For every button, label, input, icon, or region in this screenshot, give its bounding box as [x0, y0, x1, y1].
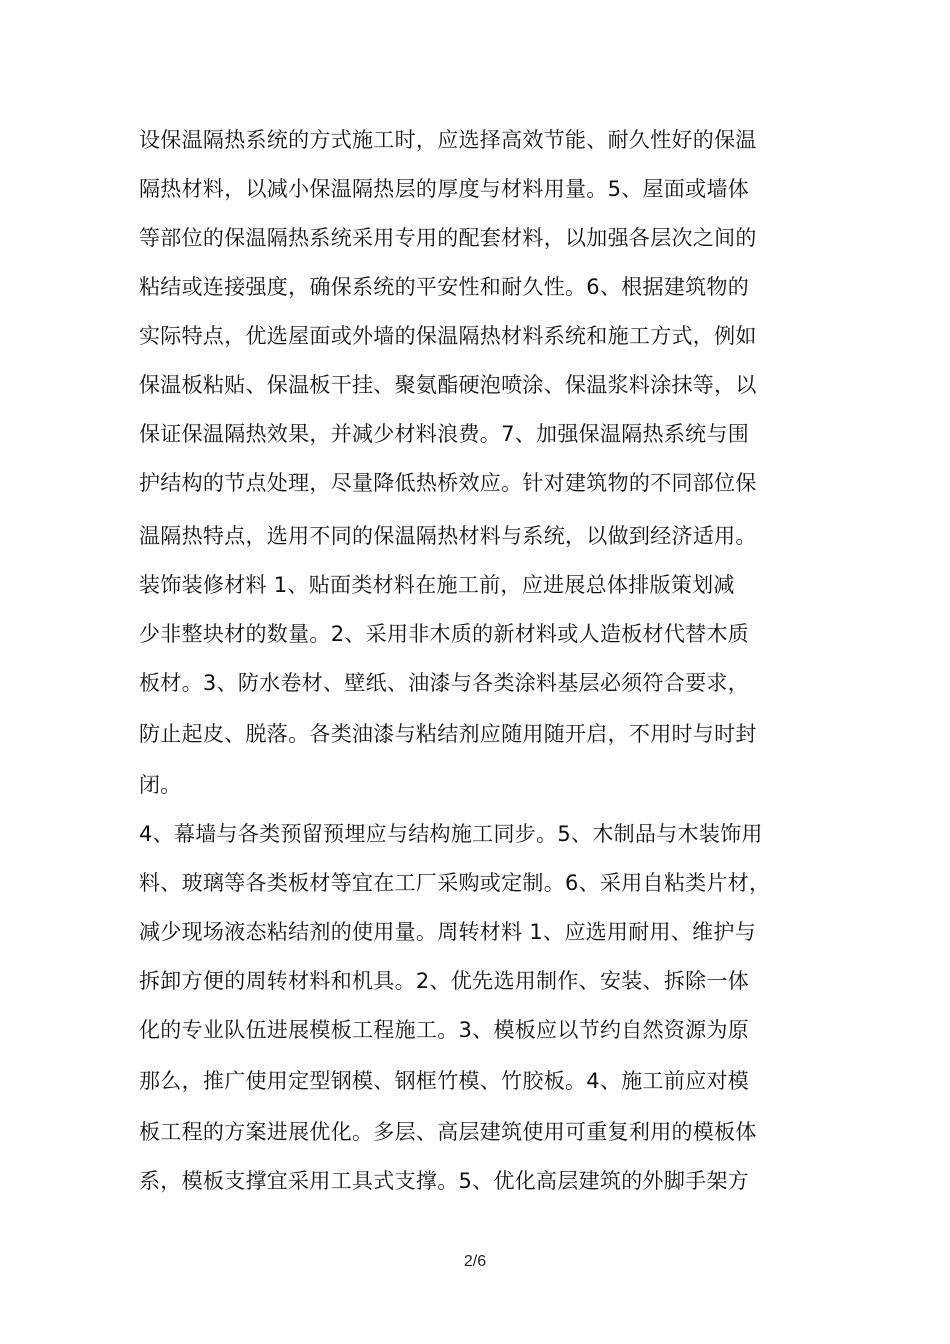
body-text-line: 4、幕墙与各类预留预埋应与结构施工同步。5、木制品与木装饰用	[139, 822, 763, 846]
body-text-line: 板材。3、防水卷材、壁纸、油漆与各类涂料基层必须符合要求，	[139, 671, 750, 695]
body-text-line: 那么，推广使用定型钢模、钢框竹模、竹胶板。4、施工前应对模	[139, 1069, 750, 1093]
body-text-line: 设保温隔热系统的方式施工时，应选择高效节能、耐久性好的保温	[139, 128, 757, 152]
body-text-line: 装饰装修材料 1、贴面类材料在施工前，应进展总体排版策划减	[139, 573, 735, 597]
body-text-line: 拆卸方便的周转材料和机具。2、优先选用制作、安装、拆除一体	[139, 969, 750, 993]
body-text-line: 防止起皮、脱落。各类油漆与粘结剂应随用随开启，不用时与时封	[139, 722, 757, 746]
body-text-line: 温隔热特点，选用不同的保温隔热材料与系统，以做到经济适用。	[139, 524, 757, 548]
body-text-line: 隔热材料，以减小保温隔热层的厚度与材料用量。5、屋面或墙体	[139, 177, 750, 201]
body-text-line: 闭。	[139, 773, 182, 797]
body-text-line: 料、玻璃等各类板材等宜在工厂采购或定制。6、采用自粘类片材，	[139, 871, 771, 895]
body-text-line: 少非整块材的数量。2、采用非木质的新材料或人造板材代替木质	[139, 622, 750, 646]
body-text-line: 护结构的节点处理，尽量降低热桥效应。针对建筑物的不同部位保	[139, 471, 757, 495]
page-number: 2/6	[463, 1253, 487, 1270]
body-text-line: 板工程的方案进展优化。多层、高层建筑使用可重复利用的模板体	[139, 1120, 757, 1144]
body-text-line: 化的专业队伍进展模板工程施工。3、模板应以节约自然资源为原	[139, 1018, 750, 1042]
body-text-line: 实际特点，优选屋面或外墙的保温隔热材料系统和施工方式，例如	[139, 324, 757, 348]
body-text-line: 粘结或连接强度，确保系统的平安性和耐久性。6、根据建筑物的	[139, 275, 750, 299]
body-text-line: 系，模板支撑宜采用工具式支撑。5、优化高层建筑的外脚手架方	[139, 1169, 750, 1193]
body-text-line: 保证保温隔热效果，并减少材料浪费。7、加强保温隔热系统与围	[139, 422, 750, 446]
body-text-line: 等部位的保温隔热系统采用专用的配套材料，以加强各层次之间的	[139, 226, 757, 250]
body-text-line: 保温板粘贴、保温板干挂、聚氨酯硬泡喷涂、保温浆料涂抹等，以	[139, 373, 757, 397]
body-text-line: 减少现场液态粘结剂的使用量。周转材料 1、应选用耐用、维护与	[139, 920, 757, 944]
